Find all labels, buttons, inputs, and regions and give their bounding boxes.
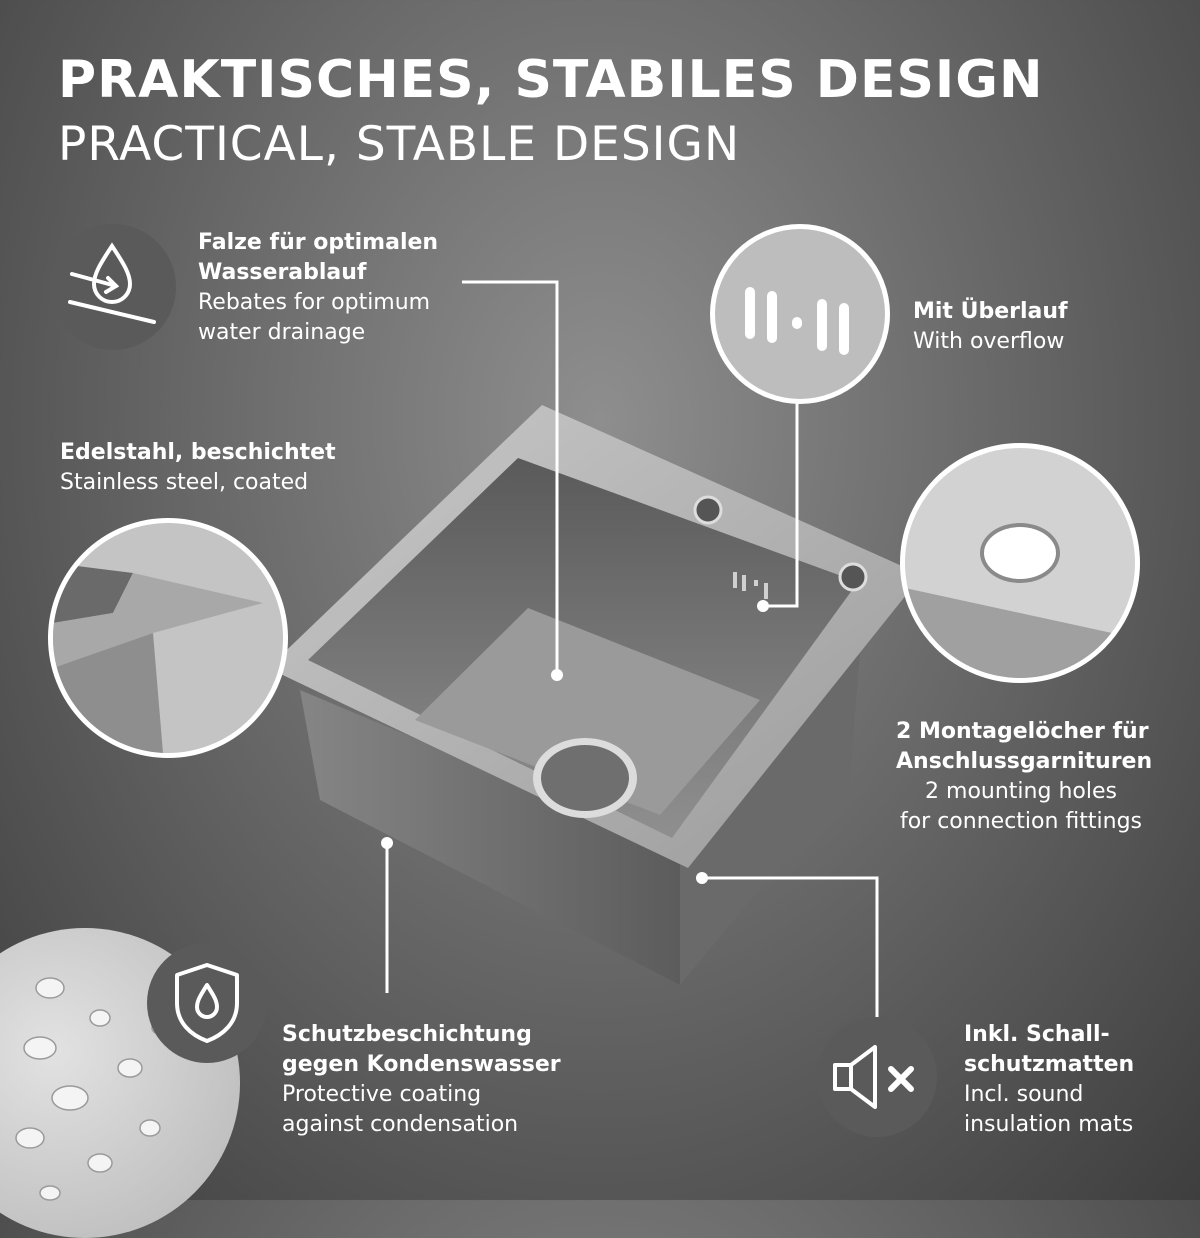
- rebates-en-2: water drainage: [198, 320, 366, 345]
- feature-mats: [964, 1020, 1134, 1140]
- overflow-zoom-image: [710, 224, 890, 404]
- coating-en-2: against condensation: [282, 1112, 519, 1137]
- mats-en-2: insulation mats: [964, 1112, 1134, 1137]
- feature-steel: [60, 438, 336, 498]
- callout-dot-rebates: [551, 669, 563, 681]
- mats-de-1: Inkl. Schall-: [964, 1022, 1110, 1047]
- holes-en-1: 2 mounting holes: [925, 779, 1117, 804]
- coating-de-1: Schutzbeschichtung: [282, 1022, 532, 1047]
- coating-de-2: gegen Kondenswasser: [282, 1052, 561, 1077]
- overflow-de: Mit Überlauf: [913, 299, 1068, 324]
- mats-de-2: schutzmatten: [964, 1052, 1135, 1077]
- feature-holes: [896, 717, 1153, 837]
- rebates-en-1: Rebates for optimum: [198, 290, 431, 315]
- steel-edge-zoom-image: [48, 518, 288, 758]
- feature-rebates: [198, 228, 438, 348]
- heading-german: PRAKTISCHES, STABILES DESIGN: [58, 50, 1044, 110]
- callout-dot-overflow: [757, 600, 769, 612]
- holes-de-1: 2 Montagelöcher für: [896, 719, 1149, 744]
- shield-drop-icon: [147, 943, 267, 1063]
- callout-dot-mats: [696, 872, 708, 884]
- feature-coating: [282, 1020, 561, 1140]
- mats-en-1: Incl. sound: [964, 1082, 1084, 1107]
- callout-dot-coating: [381, 837, 393, 849]
- steel-de: Edelstahl, beschichtet: [60, 440, 336, 465]
- steel-en: Stainless steel, coated: [60, 470, 309, 495]
- rebates-de-2: Wasserablauf: [198, 260, 367, 285]
- holes-en-2: for connection fittings: [899, 809, 1143, 834]
- mounting-hole-zoom-image: [900, 443, 1140, 683]
- water-drop-drain-icon: [50, 224, 176, 350]
- coating-en-1: Protective coating: [282, 1082, 482, 1107]
- overflow-en: With overflow: [913, 329, 1065, 354]
- feature-overflow: [913, 297, 1068, 357]
- holes-de-2: Anschlussgarnituren: [896, 749, 1153, 774]
- rebates-de-1: Falze für optimalen: [198, 230, 439, 255]
- speaker-mute-icon: [817, 1017, 937, 1137]
- heading-english: PRACTICAL, STABLE DESIGN: [58, 117, 741, 172]
